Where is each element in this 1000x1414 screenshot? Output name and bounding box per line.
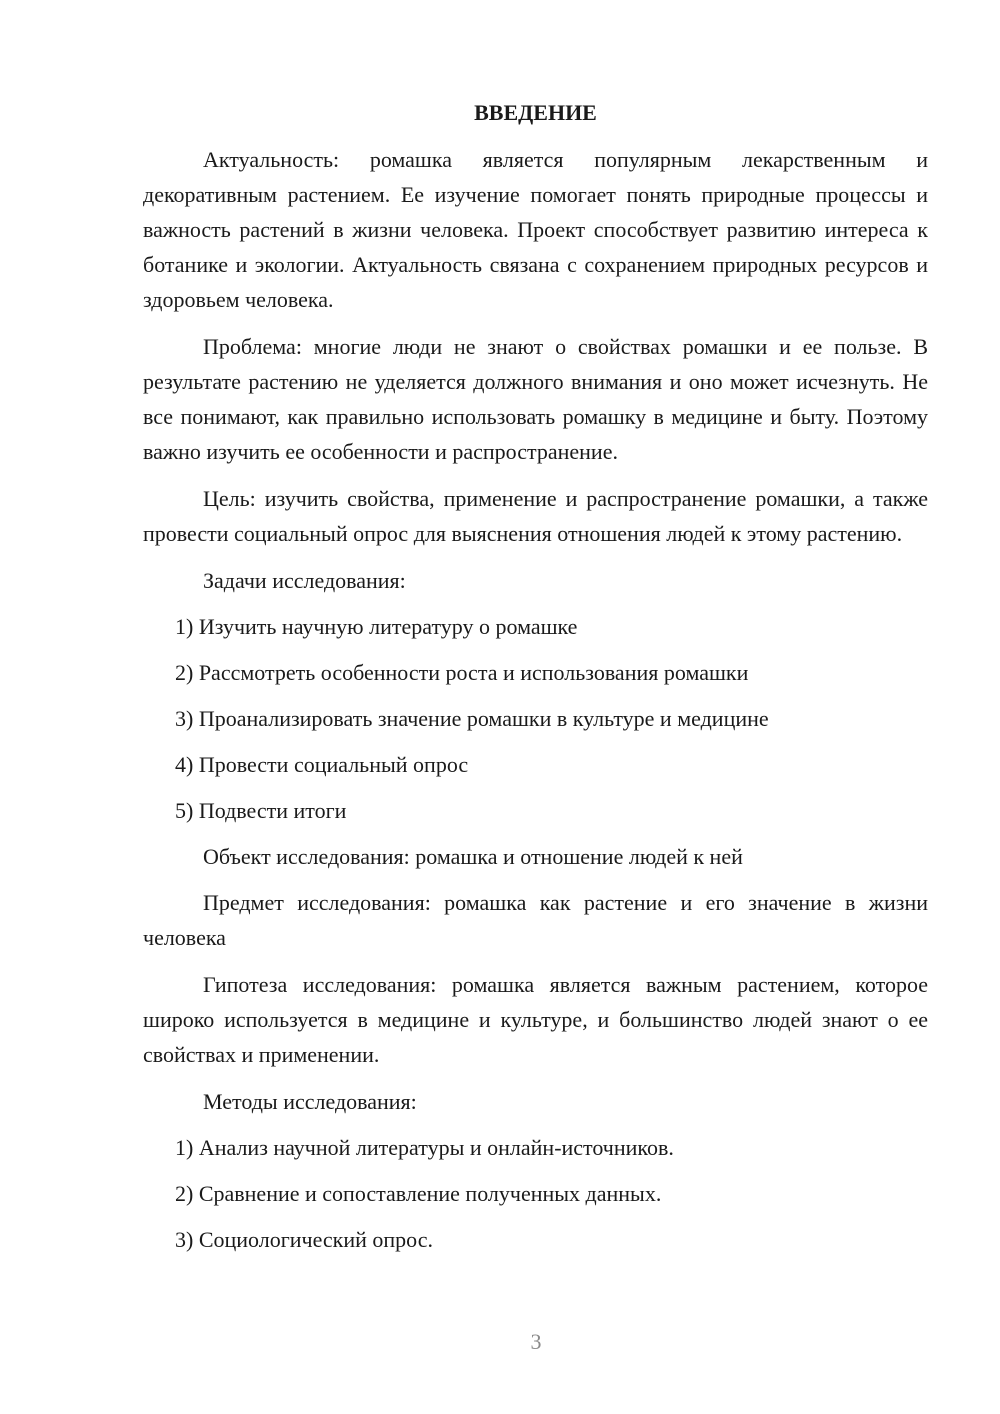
tasks-heading: Задачи исследования:	[203, 568, 406, 593]
hypothesis-paragraph: Гипотеза исследования: ромашка является важным растением, которое широко используется в медицине и культуре, и большинство людей знают о ее свойствах и применении.	[143, 972, 928, 1067]
task-item: 4) Провести социальный опрос	[175, 752, 469, 777]
methods-list	[143, 1130, 928, 1257]
method-item: 3) Социологический опрос.	[175, 1227, 433, 1252]
page-title: ВВЕДЕНИЕ	[474, 100, 597, 125]
task-item: 2) Рассмотреть особенности роста и использования ромашки	[175, 660, 749, 685]
methods-heading: Методы исследования:	[203, 1089, 417, 1114]
relevance-paragraph: Актуальность: ромашка является популярным лекарственным и декоративным растением. Ее изучение помогает понять природные процессы и важность растений в жизни человека. Проект способствует развитию интереса к ботанике и экологии. Актуальность связана с сохранением природных ресурсов и здоровьем человека.	[143, 147, 928, 312]
task-item: 1) Изучить научную литературу о ромашке	[175, 614, 578, 639]
method-item: 1) Анализ научной литературы и онлайн-источников.	[175, 1135, 674, 1160]
task-item: 3) Проанализировать значение ромашки в культуре и медицине	[175, 706, 769, 731]
method-item: 2) Сравнение и сопоставление полученных данных.	[175, 1181, 662, 1206]
page-number: 3	[530, 1329, 542, 1354]
document-page	[143, 95, 928, 1268]
object-paragraph: Объект исследования: ромашка и отношение людей к ней	[203, 844, 743, 869]
tasks-list	[143, 609, 928, 828]
problem-paragraph: Проблема: многие люди не знают о свойствах ромашки и ее пользе. В результате растению не уделяется должного внимания и оно может исчезнуть. Не все понимают, как правильно использовать ромашку в медицине и быту. Поэтому важно изучить ее особенности и распространение.	[143, 334, 928, 464]
task-item: 5) Подвести итоги	[175, 798, 347, 823]
goal-paragraph: Цель: изучить свойства, применение и распространение ромашки, а также провести социальный опрос для выяснения отношения людей к этому растению.	[143, 486, 928, 546]
subject-paragraph: Предмет исследования: ромашка как растение и его значение в жизни человека	[143, 890, 928, 950]
